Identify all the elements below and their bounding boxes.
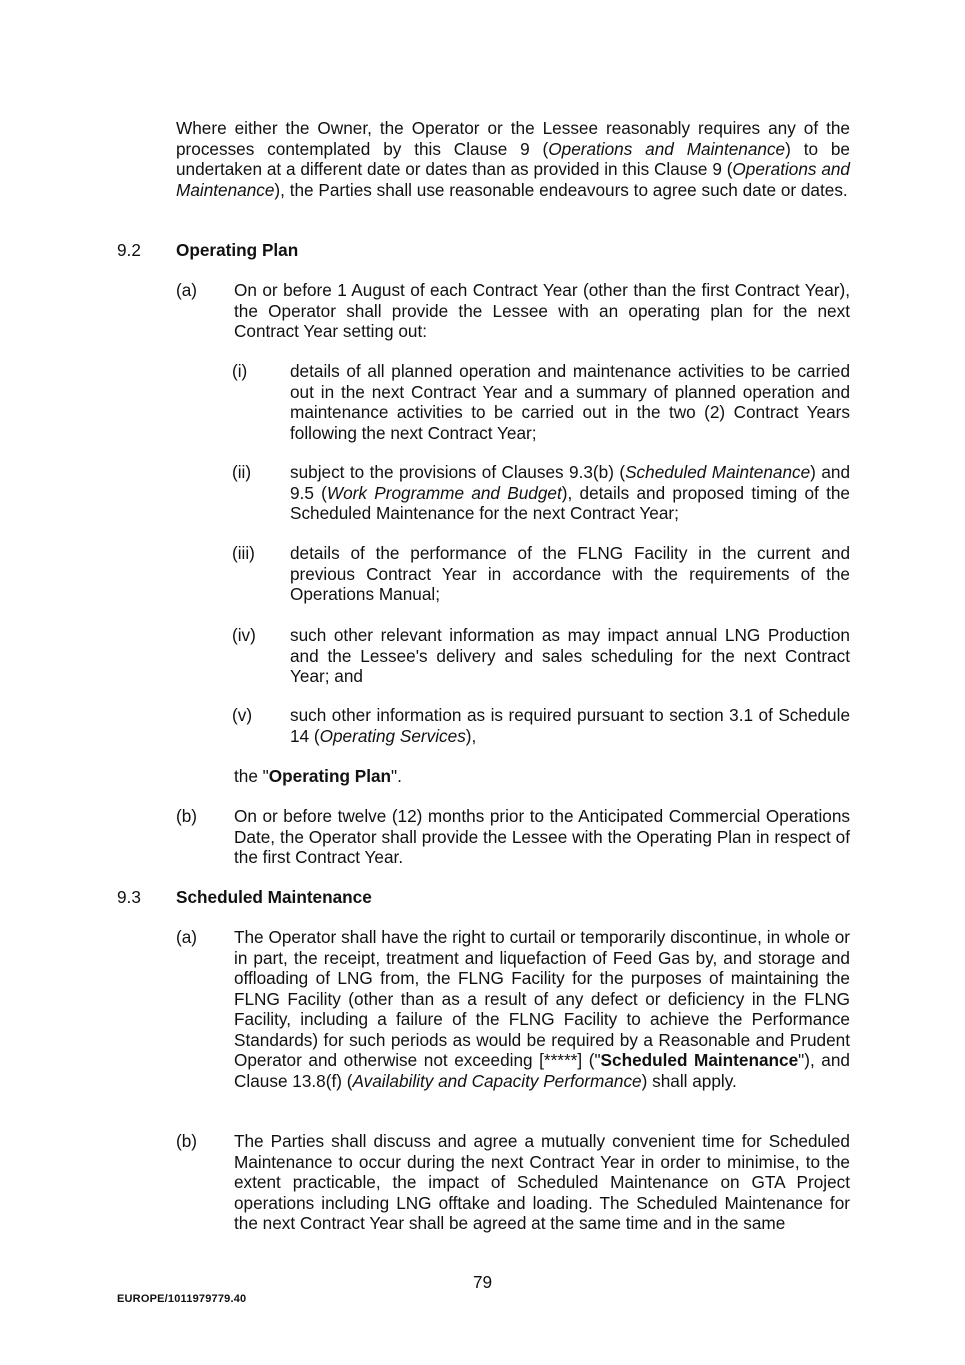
s92-ii-text (290, 462, 850, 524)
s92-a-text: On or before 1 August of each Contract Year (other than the first Contract Year), the Operator shall provide the Lessee with an operating plan for the next Contract Year setting out: (234, 280, 850, 341)
section-9-2-number: 9.2 (117, 240, 141, 260)
s92-closing-post: ". (391, 766, 402, 786)
s92-v-text-2: ), (465, 725, 477, 746)
s92-i-text: details of all planned operation and maintenance activities to be carried out in the next Contract Year and a summary of planned operation and maintenance activities to be carried out in the two (2) Contract Years following the next Contract Year; (290, 361, 850, 443)
s92-v-text-1: such other information as is required pursuant to section 3.1 of Schedule 14 ( (290, 705, 850, 746)
s92-ii-text-3: ), details and proposed timing of the Scheduled Maintenance for the next Contract Year; (290, 482, 850, 523)
s93-a-text (234, 927, 850, 1091)
section-9-3-number: 9.3 (117, 887, 141, 907)
s92-ii-text-1: subject to the provisions of Clauses 9.3(b) ( (290, 462, 626, 482)
intro-text-3: ), the Parties shall use reasonable endeavours to agree such date or dates. (274, 179, 848, 200)
s92-closing-pre: the " (234, 766, 269, 786)
s92-b-text: On or before twelve (12) months prior to the Anticipated Commercial Operations Date, the Operator shall provide the Lessee with the Operating Plan in respect of the first Contract Year. (234, 806, 850, 867)
s92-v-label: (v) (232, 705, 253, 725)
s92-v-text (290, 705, 850, 746)
s92-iv-text: such other relevant information as may impact annual LNG Production and the Lessee's delivery and sales scheduling for the next Contract Year; and (290, 625, 850, 686)
intro-italic-1: Operations and Maintenance (548, 138, 786, 159)
s92-b-label: (b) (176, 806, 198, 826)
s93-a-text-2: "), and Clause 13.8(f) ( (234, 1050, 850, 1091)
s93-a-text-3: ) shall apply. (641, 1070, 737, 1091)
document-reference: EUROPE/1011979779.40 (117, 1293, 247, 1305)
s93-a-italic-1: Availability and Capacity Performance (352, 1070, 642, 1091)
s92-i-label: (i) (232, 361, 248, 381)
s93-a-text-1: The Operator shall have the right to curtail or temporarily discontinue, in whole or in part, the receipt, treatment and liquefaction of Feed Gas by, and storage and offloading of LNG from, the FLNG Facility for the purposes of maintaining the FLNG Facility (other than as a result of any defect or deficiency in the FLNG Facility, including a failure of the FLNG Facility to achieve the Performance Standards) for such periods as would be required by a Reasonable and Prudent Operator and otherwise not exceeding [*****] (" (234, 927, 850, 1070)
s92-ii-italic-2: Work Programme and Budget (326, 482, 562, 503)
s92-ii-label: (ii) (232, 462, 252, 482)
section-9-3-title: Scheduled Maintenance (176, 887, 372, 907)
intro-text-2: ) to be undertaken at a different date or dates than as provided in this Clause 9 ( (176, 138, 850, 179)
s93-a-defined-term: Scheduled Maintenance (600, 1050, 799, 1070)
intro-text-1: Where either the Owner, the Operator or the Lessee reasonably requires any of the processes contemplated by this Clause 9 ( (176, 118, 850, 159)
section-9-2-title: Operating Plan (176, 240, 299, 260)
s93-b-text: The Parties shall discuss and agree a mutually convenient time for Scheduled Maintenance to occur during the next Contract Year in order to minimise, to the extent practicable, the impact of Scheduled Maintenance on GTA Project operations including LNG offtake and loading. The Scheduled Maintenance for the next Contract Year shall be agreed at the same time and in the same (234, 1131, 850, 1233)
s92-iv-label: (iv) (232, 625, 256, 645)
s92-closing (234, 766, 402, 787)
s92-v-italic-1: Operating Services (319, 725, 466, 746)
s93-b-label: (b) (176, 1131, 198, 1151)
s93-a-label: (a) (176, 927, 198, 947)
s92-iii-label: (iii) (232, 543, 255, 563)
s92-closing-defined-term: Operating Plan (268, 766, 392, 786)
s92-iii-text: details of the performance of the FLNG Facility in the current and previous Contract Year in accordance with the requirements of the Operations Manual; (290, 543, 850, 604)
intro-paragraph (176, 118, 850, 200)
intro-italic-2: Operations and Maintenance (176, 159, 850, 200)
s92-ii-italic-1: Scheduled Maintenance (625, 462, 811, 482)
page-number: 79 (472, 1272, 493, 1292)
s92-a-label: (a) (176, 280, 198, 300)
s92-ii-text-2: ) and 9.5 ( (290, 462, 850, 503)
